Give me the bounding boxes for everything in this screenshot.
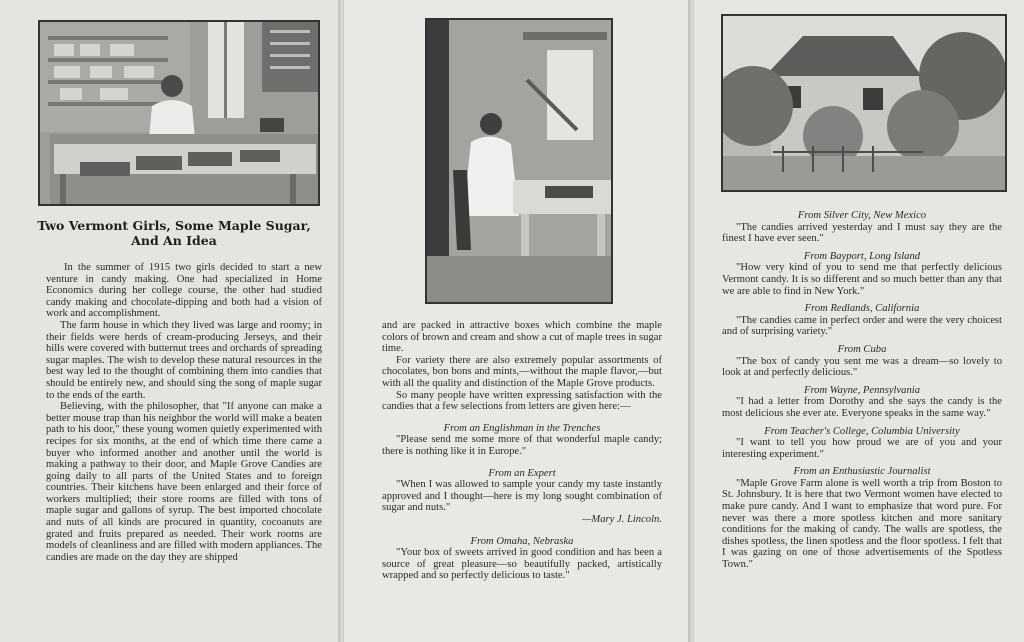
letter-heading-englishman: From an Englishman in the Trenches bbox=[443, 422, 601, 434]
letter-signature-expert: —Mary J. Lincoln. bbox=[581, 513, 662, 525]
letter-heading-bayport: From Bayport, Long Island bbox=[803, 250, 921, 262]
paragraph-3: Believing, with the philosopher, that "If anyone can make a better mouse trap than his neighbor the world will make a beaten path to his door," these young women quietly experimented with recipes for six months, at the end of which time there came a buyer who informed another and another until the world is making a pathway to their door, and Maple Grove Candies are going daily to all parts of the United States and to foreign countries. Their kitchens have been enlarged and their force of workers multiplied; their store rooms are filled with tons of maple sugar and gallons of syrup. The best imported chocolate and nuts of all kinds are procured in quantity, cocoanuts are grated and fruits prepared as needed. Their work rooms are models of cleanliness and are filled with modern appliances. The candies are made on the day they are shipped bbox=[46, 401, 322, 563]
title-line-1: Two Vermont Girls, Some Maple Sugar, bbox=[37, 218, 311, 233]
letter-text-englishman: "Please send me some more of that wonderful maple candy; there is nothing like it in Europe." bbox=[382, 434, 662, 457]
title-line-2: And An Idea bbox=[131, 233, 217, 248]
letter-heading-omaha: From Omaha, Nebraska bbox=[470, 535, 574, 547]
letter-heading-silver-city: From Silver City, New Mexico bbox=[797, 210, 927, 221]
letter-heading-expert: From an Expert bbox=[488, 467, 556, 479]
letter-heading-teachers-college: From Teacher's College, Columbia University bbox=[764, 425, 960, 437]
letter-text-teachers-college: "I want to tell you how proud we are of you and your interesting experiment." bbox=[722, 437, 1002, 460]
letter-text-redlands: "The candies came in perfect order and were the very choicest and of surprising variety." bbox=[722, 314, 1002, 338]
letter-text-cuba: "The box of candy you sent me was a dream—so lovely to look at and perfectly delicious." bbox=[722, 355, 1002, 379]
article-title bbox=[26, 218, 322, 248]
letter-text-wayne: "I had a letter from Dorothy and she says the candy is the most delicious she ever ate. Everyone speaks in the same way." bbox=[722, 396, 1002, 419]
letter-heading-cuba: From Cuba bbox=[837, 343, 887, 355]
letter-heading-wayne: From Wayne, Pennsylvania bbox=[803, 384, 920, 396]
letter-text-bayport: "How very kind of you to send me that perfectly delicious Vermont candy. It is so different and so much better than any that we are able to find in New York." bbox=[722, 262, 1002, 297]
right-column-text bbox=[722, 208, 1002, 571]
paragraph-1: In the summer of 1915 two girls decided to start a new venture in candy making. One had specialized in Home Economics during her college course, the other had studied candy making and chocolate-dipping and both had a vision of work and accomplishment. bbox=[46, 262, 322, 320]
letter-text-journalist: "Maple Grove Farm alone is well worth a trip from Boston to St. Johnsbury. It is here that two Vermont women have elected to make pure candy. And I want to emphasize that word pure. For never was there a more spotless kitchen and more sanitary conditions for the making of candy. The walls are spotless, the dishes spotless, the linen spotless and the floor spotless. I felt that I was gazing on one of those advertisements of the Spotless Town." bbox=[722, 477, 1002, 571]
candy-dipping-photo-icon bbox=[427, 20, 611, 302]
middle-column-text bbox=[382, 320, 662, 582]
letter-heading-redlands: From Redlands, California bbox=[804, 303, 920, 315]
farmhouse-photo bbox=[721, 14, 1007, 192]
letter-text-silver-city: "The candies arrived yesterday and I must say they are the finest I have ever seen." bbox=[722, 221, 1002, 245]
kitchen-photo bbox=[38, 20, 320, 206]
letter-heading-journalist: From an Enthusiastic Journalist bbox=[793, 466, 931, 478]
left-page bbox=[0, 0, 338, 642]
letter-text-expert: "When I was allowed to sample your candy my taste instantly approved and I thought—here is my long sought combination of sugar and nuts." bbox=[382, 479, 662, 514]
kitchen-photo-icon bbox=[40, 22, 318, 204]
middle-paragraph-3: So many people have written expressing satisfaction with the candies that a few selections from letters are given here:— bbox=[382, 389, 662, 413]
left-column-text bbox=[46, 262, 322, 563]
middle-page bbox=[344, 0, 688, 642]
middle-paragraph-2: For variety there are also extremely popular assortments of chocolates, bon bons and mints,—without the maple flavor,—but with all the quality and distinction of the Maple Grove products. bbox=[382, 354, 662, 389]
paragraph-2: The farm house in which they lived was large and roomy; in their fields were herds of cream-producing Jerseys, and their hills were covered with butternut trees and orchards of spreading sugar maples. The wish to develop these natural resources in the best way led to the thought of combining them into candies that should be entirely new, and should sing the song of maple sugar to the ends of the earth. bbox=[46, 319, 322, 401]
letter-text-omaha: "Your box of sweets arrived in good condition and has been a source of great pleasure—so beautifully packed, artistically wrapped and so perfectly delicious to taste." bbox=[382, 547, 662, 582]
farmhouse-photo-icon bbox=[723, 16, 1005, 190]
right-page bbox=[694, 0, 1024, 642]
middle-paragraph-1: and are packed in attractive boxes which combine the maple colors of brown and cream and show a cut of maple trees in sugar time. bbox=[382, 320, 662, 355]
candy-dipping-photo bbox=[425, 18, 613, 304]
